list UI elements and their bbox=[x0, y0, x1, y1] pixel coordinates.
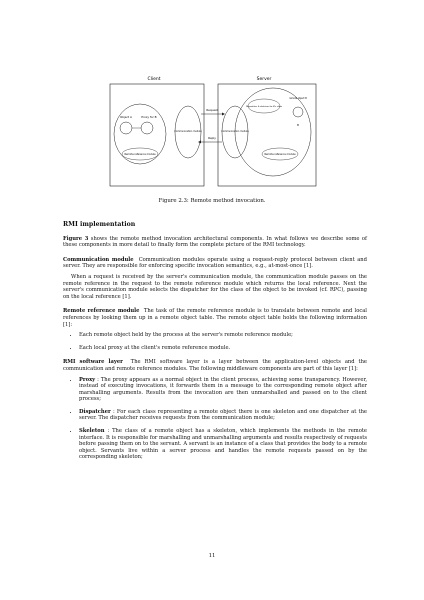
intro-text: shows the remote method invocation architectural components. In what follows we describe some of these components in more detail to finally form the complete picture of the RMI technology. bbox=[63, 235, 367, 249]
sw-heading: RMI software layer bbox=[63, 359, 123, 366]
page-number: 11 bbox=[208, 553, 216, 559]
request-label: Request bbox=[206, 108, 218, 112]
comm-text: Communication modules operate using a request-reply protocol between client and server. They are responsible for enforcing specific invocation semantics, e.g., at-most-once [1]. bbox=[63, 256, 367, 270]
rrm-text: The task of the remote reference module is to translate between remote and local references by looking them up in a remote object table. The remote object table holds the following information [1]: bbox=[63, 308, 367, 328]
rrm-list-item: • Each remote object held by the process at the server's remote reference module; bbox=[79, 332, 367, 339]
sw-list bbox=[63, 377, 367, 462]
rrm-paragraph bbox=[63, 308, 367, 328]
sw-text: The RMI software layer is a layer between the application-level objects and the communication and remote reference modules. The following middleware components are part of this layer [1]: bbox=[63, 359, 367, 372]
rrm-list-item: • Each local proxy at the client's remote reference module. bbox=[79, 345, 367, 352]
rmi-architecture-figure bbox=[108, 74, 318, 190]
client-title: Client bbox=[147, 77, 161, 82]
sw-paragraph bbox=[63, 359, 367, 372]
sw-list-item bbox=[79, 377, 367, 403]
server-comm-label: Communication module bbox=[221, 130, 249, 133]
section-title: RMI implementation bbox=[63, 221, 136, 228]
object-a-circle bbox=[120, 122, 132, 134]
client-comm-label: Communication module bbox=[174, 130, 202, 133]
sw-term: Proxy bbox=[79, 376, 96, 383]
reply-label: Reply bbox=[208, 136, 216, 140]
request-arrowhead bbox=[222, 113, 225, 116]
rrm-heading: Remote reference module bbox=[63, 308, 140, 315]
remote-object-label: remote object B bbox=[289, 97, 307, 100]
client-box bbox=[110, 84, 204, 186]
body-content bbox=[63, 222, 367, 467]
comm-paragraph bbox=[63, 257, 367, 270]
object-a-label: Object A bbox=[120, 115, 132, 119]
sw-term: Skeleton bbox=[79, 428, 105, 435]
sw-desc: : The proxy appears as a normal object in the client process, achieving some transparency. However, instead of executing invocations, it forwards them in a message to the corresponding remote object after marshalling arguments. Results from the invocation are then unmarshalled and passed on to the client process; bbox=[79, 376, 367, 403]
sw-desc: : For each class representing a remote object there is one skeleton and one dispatcher at the server. The dispatcher receives requests from the communication module; bbox=[79, 408, 367, 422]
proxy-label: Proxy for B bbox=[141, 115, 157, 119]
figure-caption: Figure 2.3: Remote method invocation. bbox=[158, 198, 266, 204]
rrm-list bbox=[63, 332, 367, 351]
sw-list-item bbox=[79, 428, 367, 461]
comm-heading: Communication module bbox=[63, 256, 134, 263]
intro-paragraph bbox=[63, 236, 367, 249]
servant-b-label: B bbox=[297, 124, 299, 127]
client-rrm-label: Remote reference module bbox=[124, 153, 156, 156]
sw-term: Dispatcher bbox=[79, 408, 111, 415]
server-rrm-label: Remote reference module bbox=[264, 153, 296, 156]
proxy-circle bbox=[141, 122, 153, 134]
comm-paragraph-2: When a request is received by the server's communication module, the communication module passes on the remote reference in the request to the remote reference module which returns the local reference. Next the server's communication module selects the dispatcher for the class of the object to be invoked (cf. RPC), passing on the local reference [1]. bbox=[63, 273, 367, 300]
intro-bold: Figure 3 bbox=[63, 235, 89, 242]
sw-list-item bbox=[79, 409, 367, 422]
servant-b-circle bbox=[293, 107, 303, 117]
dispatcher-label: Dispatcher & skeleton for B's class bbox=[245, 106, 283, 108]
server-title: Server bbox=[256, 77, 272, 82]
sw-desc: : The class of a remote object has a skeleton, which implements the methods in the remote interface. It is responsible for marshalling and unmarshalling arguments and results respectively of requests before passing them on to the servant. A servant is an instance of a class that provides the body to a remote object. Servants live within a server process and handles the remote requests passed on by the corresponding skeleton; bbox=[79, 428, 367, 461]
reply-arrowhead bbox=[198, 141, 201, 144]
